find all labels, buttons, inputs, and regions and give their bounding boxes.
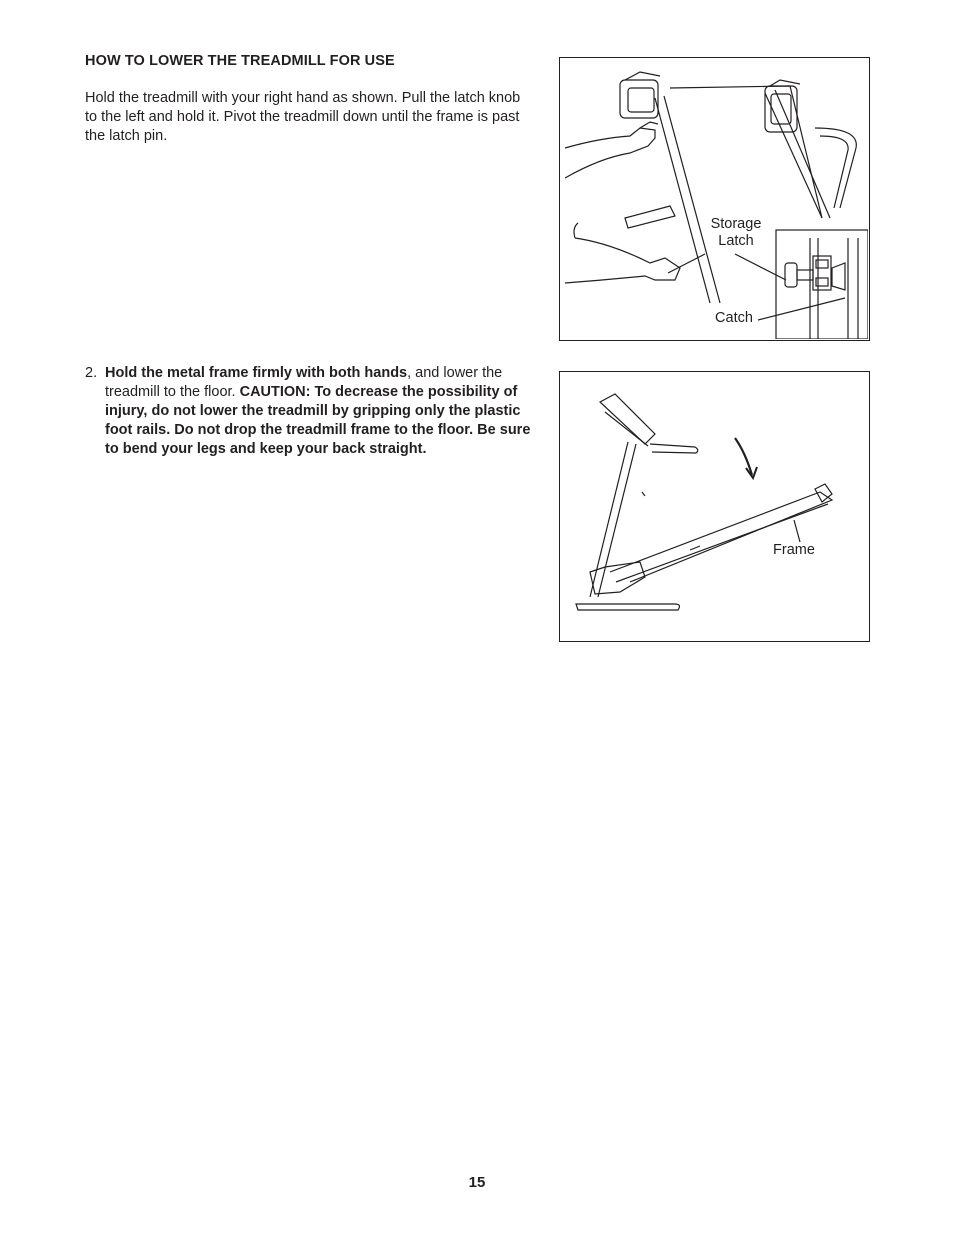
intro-paragraph: Hold the treadmill with your right hand as shown. Pull the latch knob to the left and hold it. Pivot the treadmill down until the frame is past the latch pin. xyxy=(85,90,521,144)
catch-label: Catch xyxy=(715,310,753,326)
section-heading: HOW TO LOWER THE TREADMILL FOR USE xyxy=(85,53,395,69)
treadmill-upright-illustration xyxy=(560,58,868,339)
page-number: 15 xyxy=(468,1174,486,1191)
storage-label-line2: Latch xyxy=(718,233,754,249)
step-2-bold-lead: Hold the metal frame firmly with both hands xyxy=(105,365,408,381)
step-2 xyxy=(85,364,535,459)
step-number: 2. xyxy=(85,365,98,381)
frame-label: Frame xyxy=(773,542,815,558)
treadmill-lowering-illustration xyxy=(560,372,868,640)
storage-latch-label xyxy=(706,216,766,250)
step-2-body xyxy=(105,364,535,459)
step-2-caution: CAUTION: To decrease the possibility of injury, do not lower the treadmill by gripping only the plastic foot rails. Do not drop the treadmill frame to the floor. Be sure to bend your legs and keep your back straight. xyxy=(105,384,531,457)
figure-lower-frame xyxy=(559,371,870,642)
storage-label-line1: Storage xyxy=(710,216,762,232)
step-2-text: , and lower the treadmill to the floor. xyxy=(105,365,503,400)
figure-storage-latch xyxy=(559,57,870,341)
